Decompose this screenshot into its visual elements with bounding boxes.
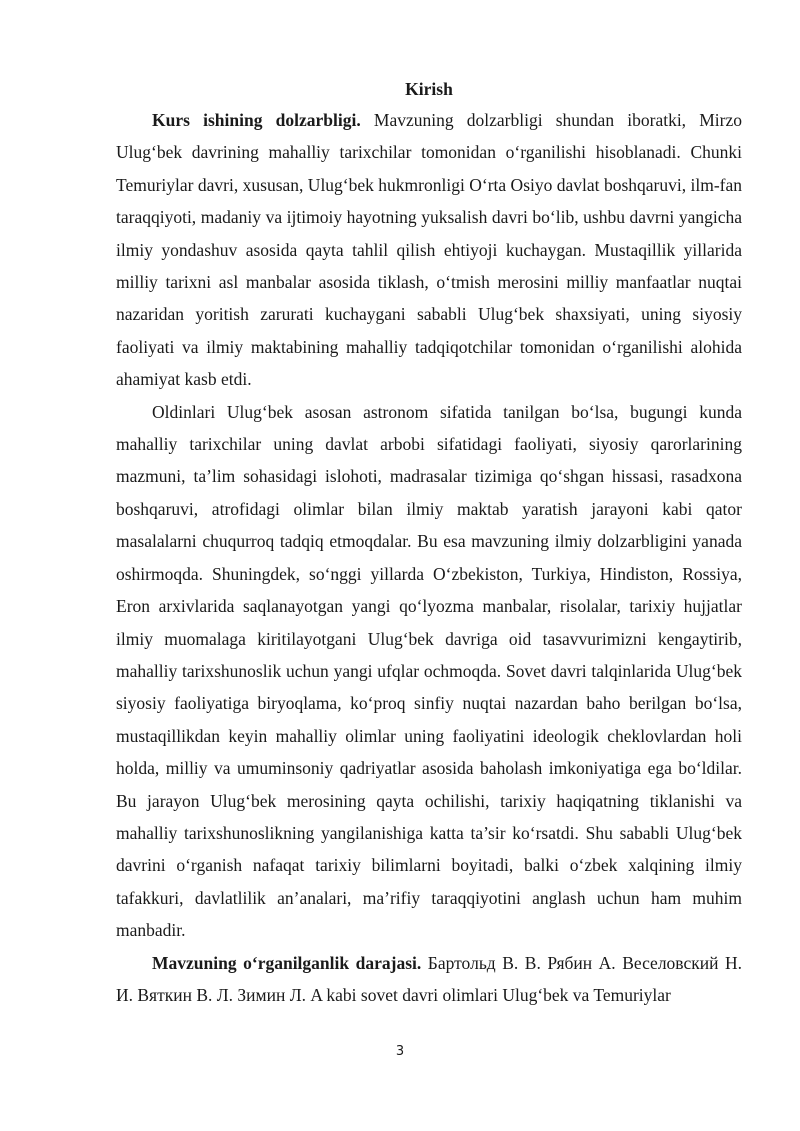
- paragraph-body: [116, 396, 742, 947]
- paragraph-study-level: [116, 947, 742, 1012]
- page-title: Kirish: [405, 79, 453, 99]
- paragraph-relevance: [116, 104, 742, 396]
- paragraph-lead: Kurs ishining dolzarbligi.: [152, 110, 361, 130]
- page-number: 3: [395, 1044, 405, 1059]
- paragraph-text: Бартольд В. В. Рябин А. Веселовский Н. И. Вяткин В. Л. Зимин Л. A kabi sovet davri olimlari Ulug‘bek va Temuriylar: [116, 952, 743, 1005]
- paragraph-text: Mavzuning dolzarbligi shundan iboratki, Mirzo Ulug‘bek davrining mahalliy tarixchilar tomonidan o‘rganilishi hisoblanadi. Chunki Temuriylar davri, xususan, Ulug‘bek hukmronligi O‘rta Osiyo davlat boshqaruvi, ilm-fan taraqqiyoti, madaniy va ijtimoiy hayotning yuksalish davri bo‘lib, ushbu davrni yangicha ilmiy yondashuv asosida qayta tahlil qilish ehtiyoji kuchaygan. Mustaqillik yillarida milliy tarixni asl manbalar asosida tiklash, o‘tmish merosini milliy manfaatlar nuqtai nazaridan yoritish zarurati kuchaygani sababli Ulug‘bek shaxsiyati, uning siyosiy faoliyati va ilmiy maktabining mahalliy tadqiqotchilar tomonidan o‘rganilishi alohida ahamiyat kasb etdi.: [116, 110, 743, 390]
- paragraph-lead: Mavzuning o‘rganilganlik darajasi.: [152, 952, 422, 973]
- document-page: [116, 74, 742, 1011]
- paragraph-text: Oldinlari Ulug‘bek asosan astronom sifatida tanilgan bo‘lsa, bugungi kunda mahalliy tarixchilar uning davlat arbobi sifatidagi faoliyati, siyosiy qarorlarining mazmuni, ta’lim sohasidagi islohoti, madrasalar tizimiga qo‘shgan hissasi, rasadxona boshqaruvi, atrofidagi olimlar bilan ilmiy maktab yaratish jarayoni kabi qator masalalarni chuqurroq tadqiq etmoqdalar. Bu esa mavzuning ilmiy dolzarbligini yanada oshirmoqda. Shuningdek, so‘nggi yillarda O‘zbekiston, Turkiya, Hindiston, Rossiya, Eron arxivlarida saqlanayotgan yangi qo‘lyozma manbalar, risolalar, tarixiy hujjatlar ilmiy muomalaga kiritilayotgani Ulug‘bek davriga oid tasavvurimizni kengaytirib, mahalliy tarixshunoslik uchun yangi ufqlar ochmoqda. Sovet davri talqinlarida Ulug‘bek siyosiy faoliyatiga biryoqlama, ko‘proq sinfiy nuqtai nazardan baho berilgan bo‘lsa, mustaqillikdan keyin mahalliy olimlar uning faoliyatini ideologik cheklovlardan holi holda, milliy va umuminsoniy qadriyatlar asosida baholash imkoniyatiga ega bo‘ldilar. Bu jarayon Ulug‘bek merosining qayta ochilishi, tarixiy haqiqatning tiklanishi va mahalliy tarixshunoslikning yangilanishiga katta ta’sir ko‘rsatdi. Shu sababli Ulug‘bek davrini o‘rganish nafaqat tarixiy bilimlarni boyitadi, balki o‘zbek xalqining ilmiy tafakkuri, davlatlilik an’analari, ma’rifiy taraqqiyotini anglash uchun ham muhim manbadir.: [116, 401, 742, 941]
